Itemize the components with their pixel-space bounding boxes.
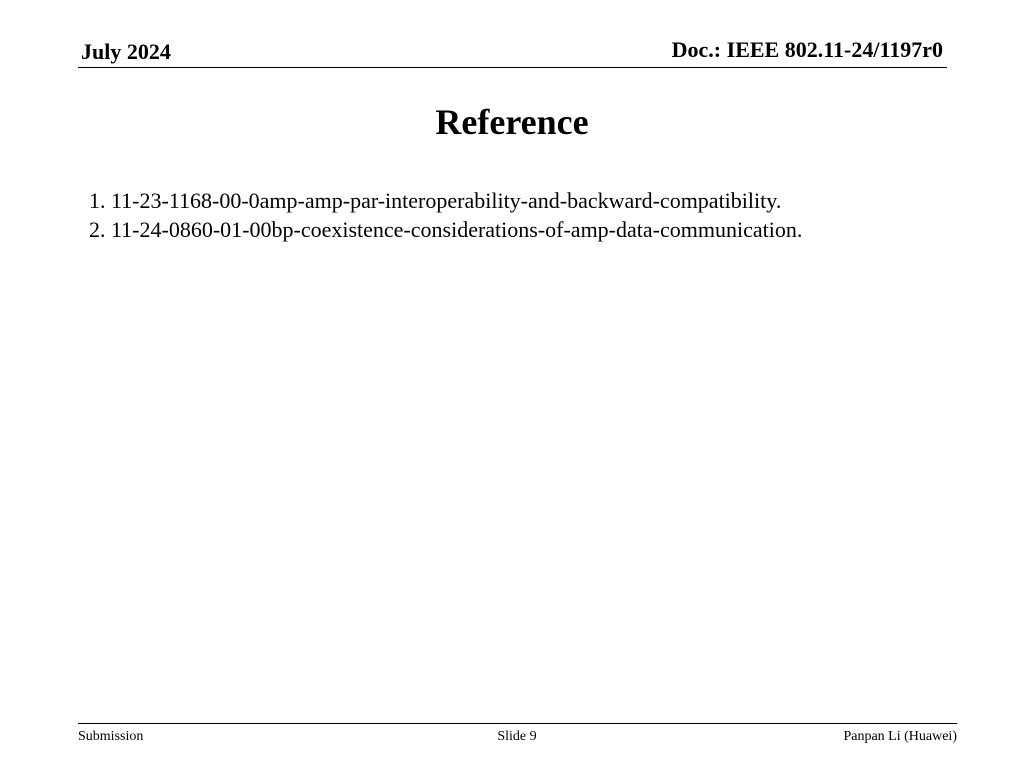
footer-slide-number: Slide 9 bbox=[497, 729, 537, 744]
header-doc-id: Doc.: IEEE 802.11-24/1197r0 bbox=[671, 37, 943, 62]
reference-item: 1. 11-23-1168-00-0amp-amp-par-interoperability-and-backward-compatibility. bbox=[89, 188, 782, 213]
footer-divider bbox=[78, 723, 957, 724]
footer-author: Panpan Li (Huawei) bbox=[843, 729, 957, 744]
reference-item: 2. 11-24-0860-01-00bp-coexistence-considerations-of-amp-data-communication. bbox=[89, 217, 803, 242]
footer-submission: Submission bbox=[78, 729, 144, 744]
header-date: July 2024 bbox=[81, 39, 171, 64]
reference-list bbox=[89, 186, 802, 244]
header-divider bbox=[78, 67, 947, 68]
slide-title: Reference bbox=[435, 102, 589, 142]
